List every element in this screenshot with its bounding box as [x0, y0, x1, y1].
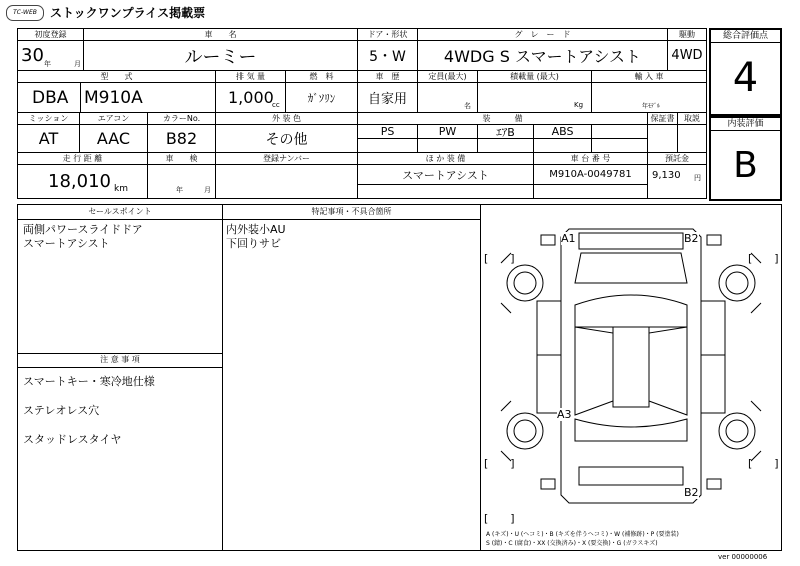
disp-value: 1,000 [228, 88, 274, 107]
warranty-cell [648, 125, 678, 153]
bracket-marker: [ ] [484, 252, 515, 265]
label-inspection: 車 検 [148, 153, 216, 165]
grade-value: 4WDG S スマートアシスト [418, 41, 668, 71]
notes-item: 下回りサビ [226, 237, 281, 250]
damage-legend-line: S (錆)・C (腐食)・XX (交換済み)・X (要交換)・G (ガラスキズ) [486, 540, 658, 547]
damage-mark-b2-front: B2 [684, 232, 699, 245]
overall-rating-box [709, 28, 782, 116]
car-name-value: ルーミー [84, 41, 358, 71]
color-no-value: B82 [148, 125, 216, 153]
km-unit: km [114, 184, 128, 194]
damage-mark-a1: A1 [561, 232, 576, 245]
load-cell [478, 83, 592, 113]
deposit-value: 9,130 [652, 170, 681, 181]
manual-cell [678, 125, 706, 153]
disp-cell [216, 83, 286, 113]
label-color-no: カラーNo. [148, 113, 216, 125]
notes-label: 特記事項・不具合箇所 [223, 206, 480, 218]
ac-value: AAC [80, 125, 148, 153]
label-mileage: 走 行 距 離 [18, 153, 148, 165]
chassis-value: M910A-0049781 [534, 165, 648, 185]
type-cell [18, 83, 216, 113]
month-unit: 月 [74, 60, 81, 68]
plate-cell [216, 165, 358, 198]
mission-value: AT [18, 125, 80, 153]
label-drive: 駆動 [668, 29, 706, 41]
bracket-marker: [ ] [748, 252, 779, 265]
label-plate: 登録ナンバー [216, 153, 358, 165]
version-label: ver 00000006 [718, 553, 768, 561]
label-grade: グ レ ー ド [418, 29, 668, 41]
bracket-marker: [ ] [484, 457, 515, 470]
cc-unit: cc [272, 101, 280, 109]
sales-item: スマートアシスト [23, 237, 110, 250]
bracket-marker: [ ] [748, 457, 779, 470]
first-reg-value: 30 [21, 45, 44, 66]
cap-unit: 名 [464, 102, 471, 110]
inspection-cell [148, 165, 216, 198]
document-title: ストックワンプライス掲載票 [50, 6, 206, 20]
car-diagram [481, 205, 781, 550]
label-ac: エアコン [80, 113, 148, 125]
first-reg-cell [18, 41, 84, 71]
history-value: 自家用 [358, 83, 418, 113]
fuel-value: ｶﾞｿﾘﾝ [286, 83, 358, 113]
label-mission: ミッション [18, 113, 80, 125]
damage-mark-b2-rear: B2 [684, 486, 699, 499]
caution-item: スタッドレスタイヤ [23, 433, 122, 446]
interior-rating-label: 内装評価 [711, 118, 780, 131]
label-fuel: 燃 料 [286, 71, 358, 83]
label-chassis: 車 台 番 号 [534, 153, 648, 165]
sales-label: セールスポイント [18, 206, 222, 218]
insp-year-unit: 年 [176, 186, 183, 194]
notes-item: 内外装小AU [226, 223, 286, 236]
label-first-reg: 初度登録 [18, 29, 84, 41]
type-value: M910A [84, 88, 143, 108]
equip-ps: PS [358, 125, 418, 139]
overall-rating-value: 4 [732, 55, 759, 101]
label-load: 積載量 (最大) [478, 71, 592, 83]
page-header [6, 4, 205, 21]
bracket-marker: [ ] [484, 512, 515, 525]
label-warranty: 保証書 [648, 113, 678, 125]
label-door: ドア・形状 [358, 29, 418, 41]
info-table [17, 28, 707, 199]
label-import: 輸 入 車 [592, 71, 706, 83]
deposit-cell [648, 165, 706, 198]
import-cell [592, 83, 706, 113]
drive-value: 4WD [668, 41, 706, 71]
caution-label: 注 意 事 項 [18, 354, 222, 366]
capacity-cell [418, 83, 478, 113]
import-unit: 年ﾓﾃﾞﾙ [642, 103, 661, 110]
other-equip-value: スマートアシスト [358, 165, 534, 185]
label-color: 外 装 色 [216, 113, 358, 125]
type-prefix: DBA [32, 88, 69, 108]
yen-unit: 円 [694, 174, 701, 182]
label-type: 型 式 [18, 71, 216, 83]
label-equip: 装 備 [358, 113, 648, 125]
door-value: 5・W [358, 41, 418, 71]
label-deposit: 預託金 [648, 153, 706, 165]
color-value: その他 [216, 125, 358, 153]
interior-rating-box [709, 116, 782, 201]
sales-item: 両側パワースライドドア [23, 223, 143, 236]
label-disp: 排 気 量 [216, 71, 286, 83]
damage-mark-a3: A3 [557, 408, 572, 421]
caution-item: スマートキー・寒冷地仕様 [23, 375, 155, 388]
year-unit: 年 [44, 60, 51, 68]
label-other-equip: ほ か 装 備 [358, 153, 534, 165]
logo: TC-WEB [6, 5, 44, 21]
equip-abs: ABS [534, 125, 592, 139]
caution-item: ステレオレス穴 [23, 404, 100, 417]
damage-legend-line: A (キズ)・U (ヘコミ)・B (キズを伴うヘコミ)・W (補修跡)・P (要塗装) [486, 531, 679, 538]
interior-rating-value: B [733, 145, 758, 186]
insp-month-unit: 月 [204, 186, 211, 194]
label-capacity: 定員(最大) [418, 71, 478, 83]
label-history: 車 歴 [358, 71, 418, 83]
overall-rating-label: 総合評価点 [711, 30, 780, 43]
mileage-value: 18,010 [48, 171, 111, 192]
equip-airbag: ｴｱB [478, 125, 534, 139]
mileage-cell [18, 165, 148, 198]
load-unit: Kg [574, 101, 584, 109]
equip-pw: PW [418, 125, 478, 139]
label-car-name: 車 名 [84, 29, 358, 41]
label-manual: 取説 [678, 113, 706, 125]
